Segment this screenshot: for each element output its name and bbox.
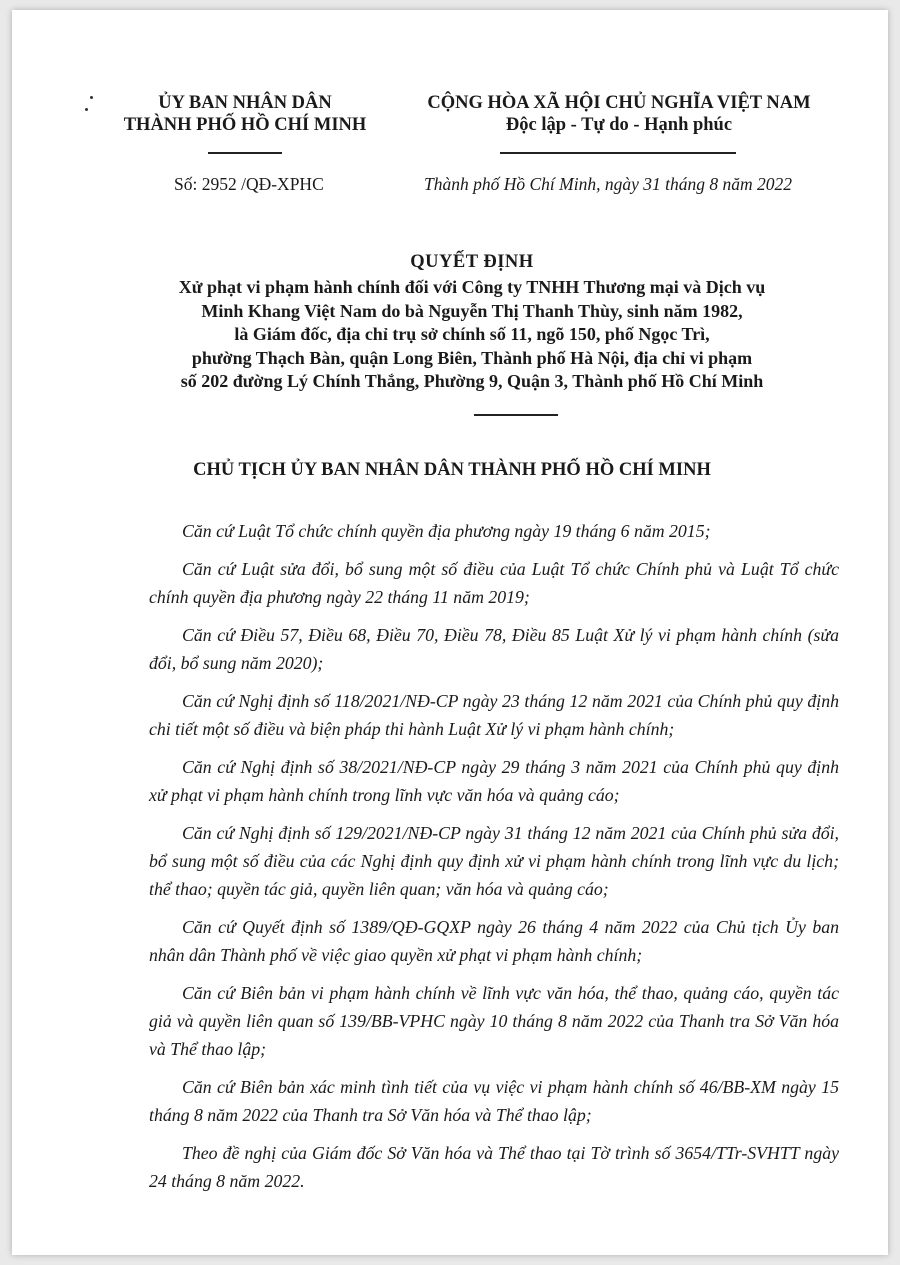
subject-line: phường Thạch Bàn, quận Long Biên, Thành phố Hà Nội, địa chỉ vi phạm <box>191 347 753 368</box>
national-motto-block <box>404 92 834 136</box>
legal-basis-paragraph: Căn cứ Biên bản vi phạm hành chính về lĩnh vực văn hóa, thể thao, quảng cáo, quyền tác giả và quyền liên quan số 139/BB-VPHC ngày 10 tháng 8 năm 2022 của Thanh tra Sở Văn hóa và Thể thao lập; <box>149 983 839 1059</box>
legal-basis-paragraph: Căn cứ Luật Tổ chức chính quyền địa phương ngày 19 tháng 6 năm 2015; <box>182 521 711 541</box>
legal-basis-paragraph: Căn cứ Luật sửa đổi, bổ sung một số điều của Luật Tổ chức Chính phủ và Luật Tổ chức chính quyền địa phương ngày 22 tháng 11 năm 2019; <box>149 559 839 607</box>
decision-number: Số: 2952 /QĐ-XPHC <box>174 174 324 194</box>
legal-basis-paragraph: Theo đề nghị của Giám đốc Sở Văn hóa và Thể thao tại Tờ trình số 3654/TTr-SVHTT ngày 24 tháng 8 năm 2022. <box>149 1143 839 1191</box>
document-page <box>12 10 888 1255</box>
issuer-line-2: THÀNH PHỐ HỒ CHÍ MINH <box>123 115 367 135</box>
motto-underline <box>500 152 736 154</box>
legal-basis-paragraph: Căn cứ Điều 57, Điều 68, Điều 70, Điều 78, Điều 85 Luật Xử lý vi phạm hành chính (sửa đổi, bổ sung năm 2020); <box>149 625 839 673</box>
national-title: CỘNG HÒA XÃ HỘI CHỦ NGHĨA VIỆT NAM <box>427 93 811 113</box>
national-motto: Độc lập - Tự do - Hạnh phúc <box>505 115 733 135</box>
legal-basis-paragraph: Căn cứ Biên bản xác minh tình tiết của vụ việc vi phạm hành chính số 46/BB-XM ngày 15 tháng 8 năm 2022 của Thanh tra Sở Văn hóa và Thể thao lập; <box>149 1077 839 1125</box>
issue-date: Thành phố Hồ Chí Minh, ngày 31 tháng 8 năm 2022 <box>424 174 792 194</box>
decision-subject <box>132 276 812 394</box>
issuer-underline <box>208 152 282 154</box>
legal-basis-paragraph: Căn cứ Nghị định số 118/2021/NĐ-CP ngày 23 tháng 12 năm 2021 của Chính phủ quy định chi tiết một số điều và biện pháp thi hành Luật Xử lý vi phạm hành chính; <box>149 691 839 739</box>
issuer-line-1: ỦY BAN NHÂN DÂN <box>158 93 332 113</box>
scan-speck <box>90 96 93 99</box>
authority-heading: CHỦ TỊCH ỦY BAN NHÂN DÂN THÀNH PHỐ HỒ CHÍ MINH <box>193 460 711 480</box>
legal-basis-list <box>149 517 839 1205</box>
legal-basis-paragraph: Căn cứ Nghị định số 38/2021/NĐ-CP ngày 29 tháng 3 năm 2021 của Chính phủ quy định xử phạt vi phạm hành chính trong lĩnh vực văn hóa và quảng cáo; <box>149 757 839 805</box>
issuer-block <box>100 92 390 136</box>
subject-line: Xử phạt vi phạm hành chính đối với Công ty TNHH Thương mại và Dịch vụ <box>178 277 766 297</box>
subject-line: Minh Khang Việt Nam do bà Nguyễn Thị Thanh Thùy, sinh năm 1982, <box>201 300 743 321</box>
legal-basis-paragraph: Căn cứ Quyết định số 1389/QĐ-GQXP ngày 26 tháng 4 năm 2022 của Chủ tịch Ủy ban nhân dân Thành phố về việc giao quyền xử phạt vi phạm hành chính; <box>149 917 839 965</box>
subject-line: số 202 đường Lý Chính Thắng, Phường 9, Quận 3, Thành phố Hồ Chí Minh <box>180 371 764 391</box>
document-title: QUYẾT ĐỊNH <box>410 252 534 272</box>
scan-speck <box>85 108 88 111</box>
subject-underline <box>474 414 558 416</box>
legal-basis-paragraph: Căn cứ Nghị định số 129/2021/NĐ-CP ngày 31 tháng 12 năm 2021 của Chính phủ sửa đổi, bổ sung một số điều của các Nghị định quy định xử vi phạm hành chính trong lĩnh vực du lịch; thể thao; quyền tác giả, quyền liên quan; văn hóa và quảng cáo; <box>149 823 839 899</box>
subject-line: là Giám đốc, địa chỉ trụ sở chính số 11, ngõ 150, phố Ngọc Trì, <box>234 324 710 344</box>
